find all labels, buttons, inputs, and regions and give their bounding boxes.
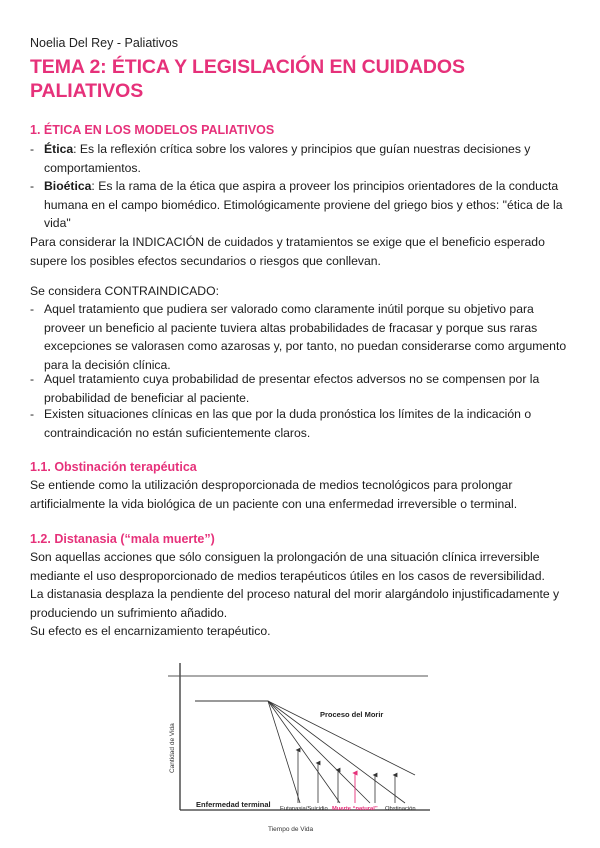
- list-item-bioetica: [30, 177, 575, 233]
- contra-item-text: Aquel tratamiento cuya probabilidad de presentar efectos adversos no se compensen por la probabilidad de beneficiar al paciente.: [44, 372, 540, 405]
- label-muerte-natural: Muerte “natural”: [332, 806, 378, 812]
- section-1-1-heading: 1.1. Obstinación terapéutica: [30, 460, 197, 474]
- author-header: Noelia Del Rey - Paliativos: [30, 36, 178, 50]
- section-1-1-text: Se entiende como la utilización desproporcionada de medios tecnológicos para prolongar artificialmente la vida biológica de un paciente con una enfermedad irreversible o terminal.: [30, 478, 518, 511]
- def-bioetica: : Es la rama de la ética que aspira a proveer los principios orientadores de la conducta humana en el campo biomédico. Etimológicamente proviene del griego bios y ethos: "ética de la vida": [44, 179, 563, 231]
- list-item-etica: [30, 140, 575, 177]
- start-label: Enfermedad terminal: [196, 800, 271, 809]
- x-axis-label: Tiempo de Vida: [268, 826, 314, 833]
- label-eutanasia: Eutanasia/Suicidio: [280, 806, 328, 812]
- contraindicado-intro: Se considera CONTRAINDICADO:: [30, 284, 219, 298]
- page-title: TEMA 2: ÉTICA Y LEGISLACIÓN EN CUIDADOS PALIATIVOS: [30, 56, 465, 102]
- curve-label: Proceso del Morir: [320, 710, 384, 719]
- decline-line-1: [268, 701, 300, 803]
- dash-bullet: -: [30, 179, 35, 193]
- dash-bullet: -: [30, 142, 35, 156]
- indicacion-paragraph: Para considerar la INDICACIÓN de cuidados y tratamientos se exige que el beneficio esperado supere los posibles efectos secundarios o riesgos que conllevan.: [30, 235, 545, 268]
- contra-item-1: [30, 300, 575, 374]
- contra-item-text: Existen situaciones clínicas en las que por la duda pronóstica los límites de la indicación o contraindicación no están suficientemente claros.: [44, 407, 532, 440]
- contra-item-text: Aquel tratamiento que pudiera ser valorado como claramente inútil porque su objetivo para proveer un beneficio al paciente tuviera altas probabilidades de fracasar y porque sus raras excepciones se valorasen como azarosas y, por tanto, no puedan considerarse como argumento para la decisión clínica.: [44, 302, 567, 372]
- section-1-2-p3: Su efecto es el encarnizamiento terapéutico.: [30, 624, 271, 638]
- term-bioetica: Bioética: [44, 179, 92, 193]
- y-axis-label: Cantidad de Vida: [169, 723, 176, 773]
- contra-item-2: [30, 370, 575, 407]
- contra-item-3: [30, 405, 575, 442]
- section-1-2-heading: 1.2. Distanasia (“mala muerte”): [30, 532, 215, 546]
- section-1-2-p1: Son aquellas acciones que sólo consiguen la prolongación de una situación clínica irreversible mediante el uso desproporcionado de medios terapéuticos útiles en los casos de reversibilidad.: [30, 550, 545, 583]
- dash-bullet: -: [30, 372, 35, 386]
- dash-bullet: -: [30, 302, 35, 316]
- dying-process-diagram: [160, 655, 440, 840]
- label-obstinacion: Obstinación: [385, 806, 416, 812]
- section-1-2-p2: La distanasia desplaza la pendiente del proceso natural del morir alargándolo injustificadamente y produciendo un sufrimiento añadido.: [30, 587, 560, 620]
- dash-bullet: -: [30, 407, 35, 421]
- term-etica: Ética: [44, 142, 74, 156]
- def-etica: : Es la reflexión crítica sobre los valores y principios que guían nuestras decisiones y comportamientos.: [44, 142, 531, 175]
- section-1-heading: 1. ÉTICA EN LOS MODELOS PALIATIVOS: [30, 123, 275, 137]
